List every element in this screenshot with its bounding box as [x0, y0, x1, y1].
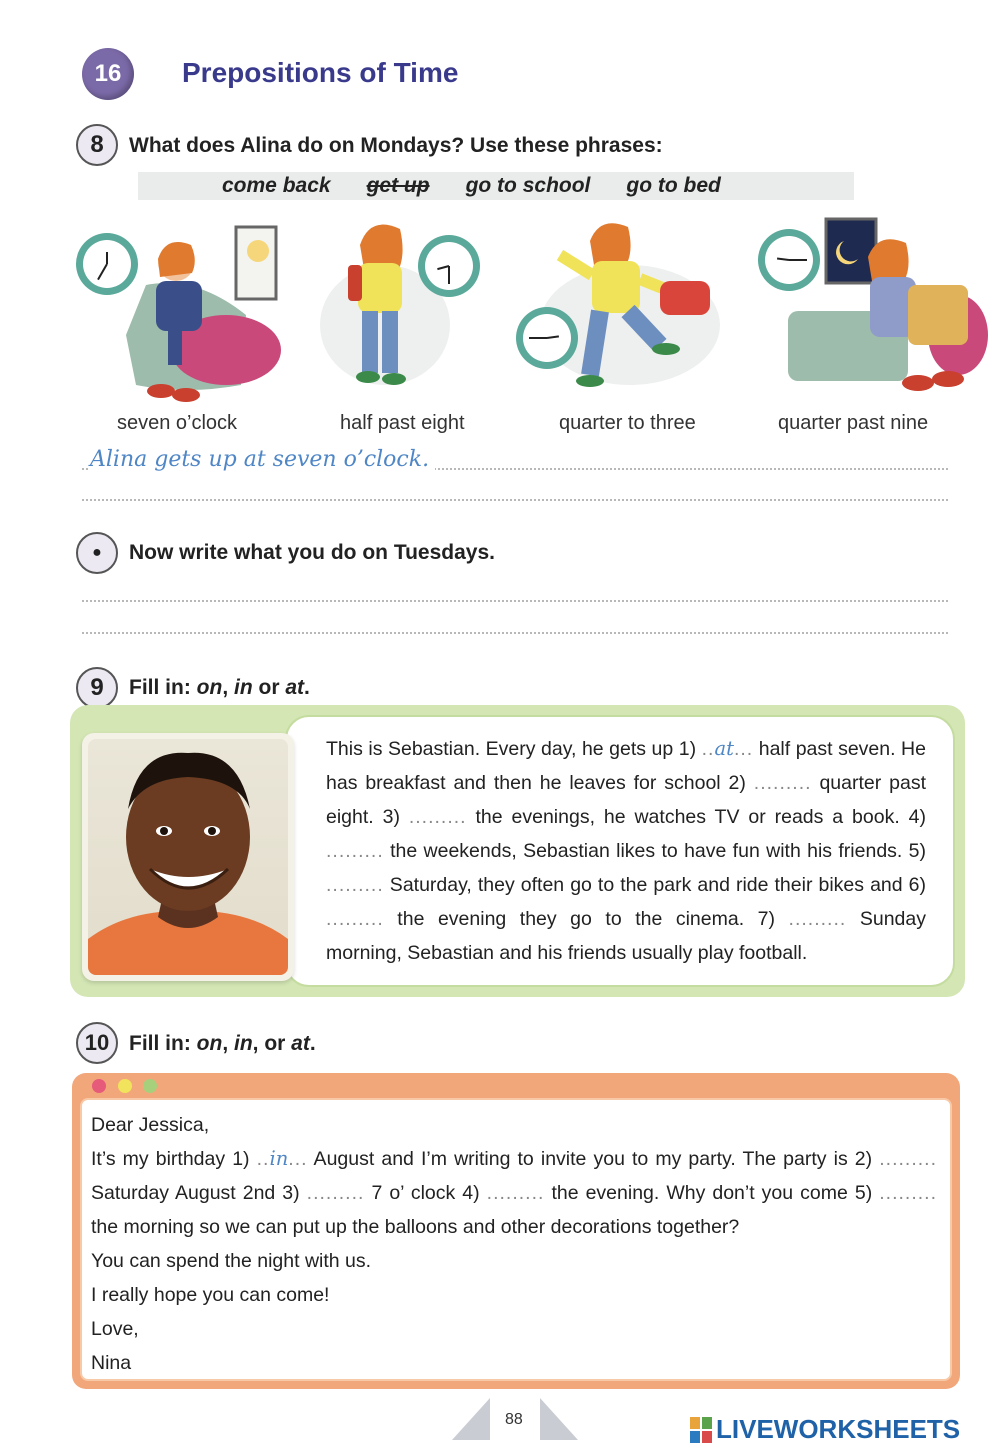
blank-10-2[interactable]: ......... — [879, 1148, 937, 1170]
page-title: Prepositions of Time — [182, 57, 459, 88]
window-dot-red — [92, 1079, 106, 1093]
caption-quarter-past-nine: quarter past nine — [778, 412, 929, 434]
exercise-9-instruction: Fill in: on, in or at. — [129, 676, 310, 699]
caption-quarter-to-three: quarter to three — [559, 412, 696, 434]
letter-closing: Love, — [91, 1318, 139, 1340]
blank-2[interactable]: ......... — [753, 772, 812, 794]
unit-number-badge: 16 — [82, 48, 134, 100]
clock-icon — [76, 233, 138, 295]
answer-line-2[interactable] — [82, 499, 948, 501]
liveworksheets-logo: LIVEWORKSHEETS — [690, 1414, 960, 1445]
blank-3[interactable]: ......... — [408, 806, 467, 828]
bullet-marker: ● — [76, 532, 118, 574]
answer-10-1[interactable]: in — [269, 1147, 289, 1170]
caption-seven-oclock: seven o’clock — [117, 412, 238, 434]
blank-7[interactable]: ......... — [788, 908, 847, 930]
page-number: 88 — [505, 1411, 523, 1428]
sebastian-photo — [88, 739, 288, 975]
letter-line: I really hope you can come! — [91, 1284, 330, 1306]
blank-10-4[interactable]: ......... — [486, 1182, 545, 1204]
exercise-10-instruction: Fill in: on, in, or at. — [129, 1032, 316, 1055]
picture-seven-oclock — [76, 215, 296, 405]
letter-line: You can spend the night with us. — [91, 1250, 372, 1272]
caption-half-past-eight: half past eight — [340, 412, 465, 434]
tuesday-line-2[interactable] — [82, 632, 948, 634]
blank-5[interactable]: ......... — [326, 874, 384, 896]
phrase-go-to-school: go to school — [465, 174, 591, 197]
exercise-9-number: 9 — [76, 667, 118, 709]
letter-signature: Nina — [91, 1352, 132, 1374]
phrase-come-back: come back — [222, 174, 331, 197]
blank-4[interactable]: ......... — [326, 840, 384, 862]
sebastian-photo-frame — [82, 733, 294, 981]
bullet-instruction: Now write what you do on Tuesdays. — [129, 541, 495, 564]
exercise-10-number: 10 — [76, 1022, 118, 1064]
exercise-8-instruction: What does Alina do on Mondays? Use these phrases: — [129, 134, 663, 157]
clock-icon — [418, 235, 480, 297]
picture-half-past-eight — [310, 215, 530, 405]
answer-1[interactable]: at — [714, 737, 734, 760]
clock-icon — [516, 307, 578, 369]
blank-6[interactable]: ......... — [326, 908, 384, 930]
blank-10-5[interactable]: ......... — [879, 1182, 937, 1204]
blank-10-3[interactable]: ......... — [306, 1182, 365, 1204]
phrase-get-up: get up — [366, 174, 430, 197]
exercise-9-story: This is Sebastian. Every day, he gets up 1) ..at... half past seven. He has breakfast and then he leaves for school 2) ......... quarter past eight. 3) ......... the evenings, he watches TV or reads a book. 4) ......... the weekends, Sebastian likes to have fun with his friends. 5) ......... Saturday, they often go to the park and ride their bikes and 6) ......... the evening they go to the cinema. 7) ......... Sunday morning, Sebastian and his friends usually play football. — [326, 737, 926, 964]
window-dot-green — [143, 1079, 157, 1093]
letter-greeting: Dear Jessica, — [91, 1114, 210, 1136]
picture-quarter-to-three — [520, 215, 740, 405]
example-answer: Alina gets up at seven o’clock. — [90, 447, 435, 472]
phrase-box — [138, 172, 854, 200]
invitation-letter — [91, 1108, 937, 1380]
liveworksheets-mark-icon — [690, 1417, 712, 1443]
girl-going-to-school-illustration — [310, 215, 530, 405]
phrase-go-to-bed: go to bed — [626, 174, 721, 197]
exercise-8-number: 8 — [76, 124, 118, 166]
clock-icon — [758, 229, 820, 291]
window-dot-yellow — [118, 1079, 132, 1093]
picture-quarter-past-nine — [758, 215, 978, 405]
letter-body: It’s my birthday 1) ..in... August and I’m writing to invite you to my party. The party is 2) ......... Saturday August 2nd 3) ......... 7 o’ clock 4) ......... the evening. Why don’t you come 5) ......... the morning so we can put up the balloons and other decorations together? — [91, 1147, 937, 1238]
tuesday-line-1[interactable] — [82, 600, 948, 602]
